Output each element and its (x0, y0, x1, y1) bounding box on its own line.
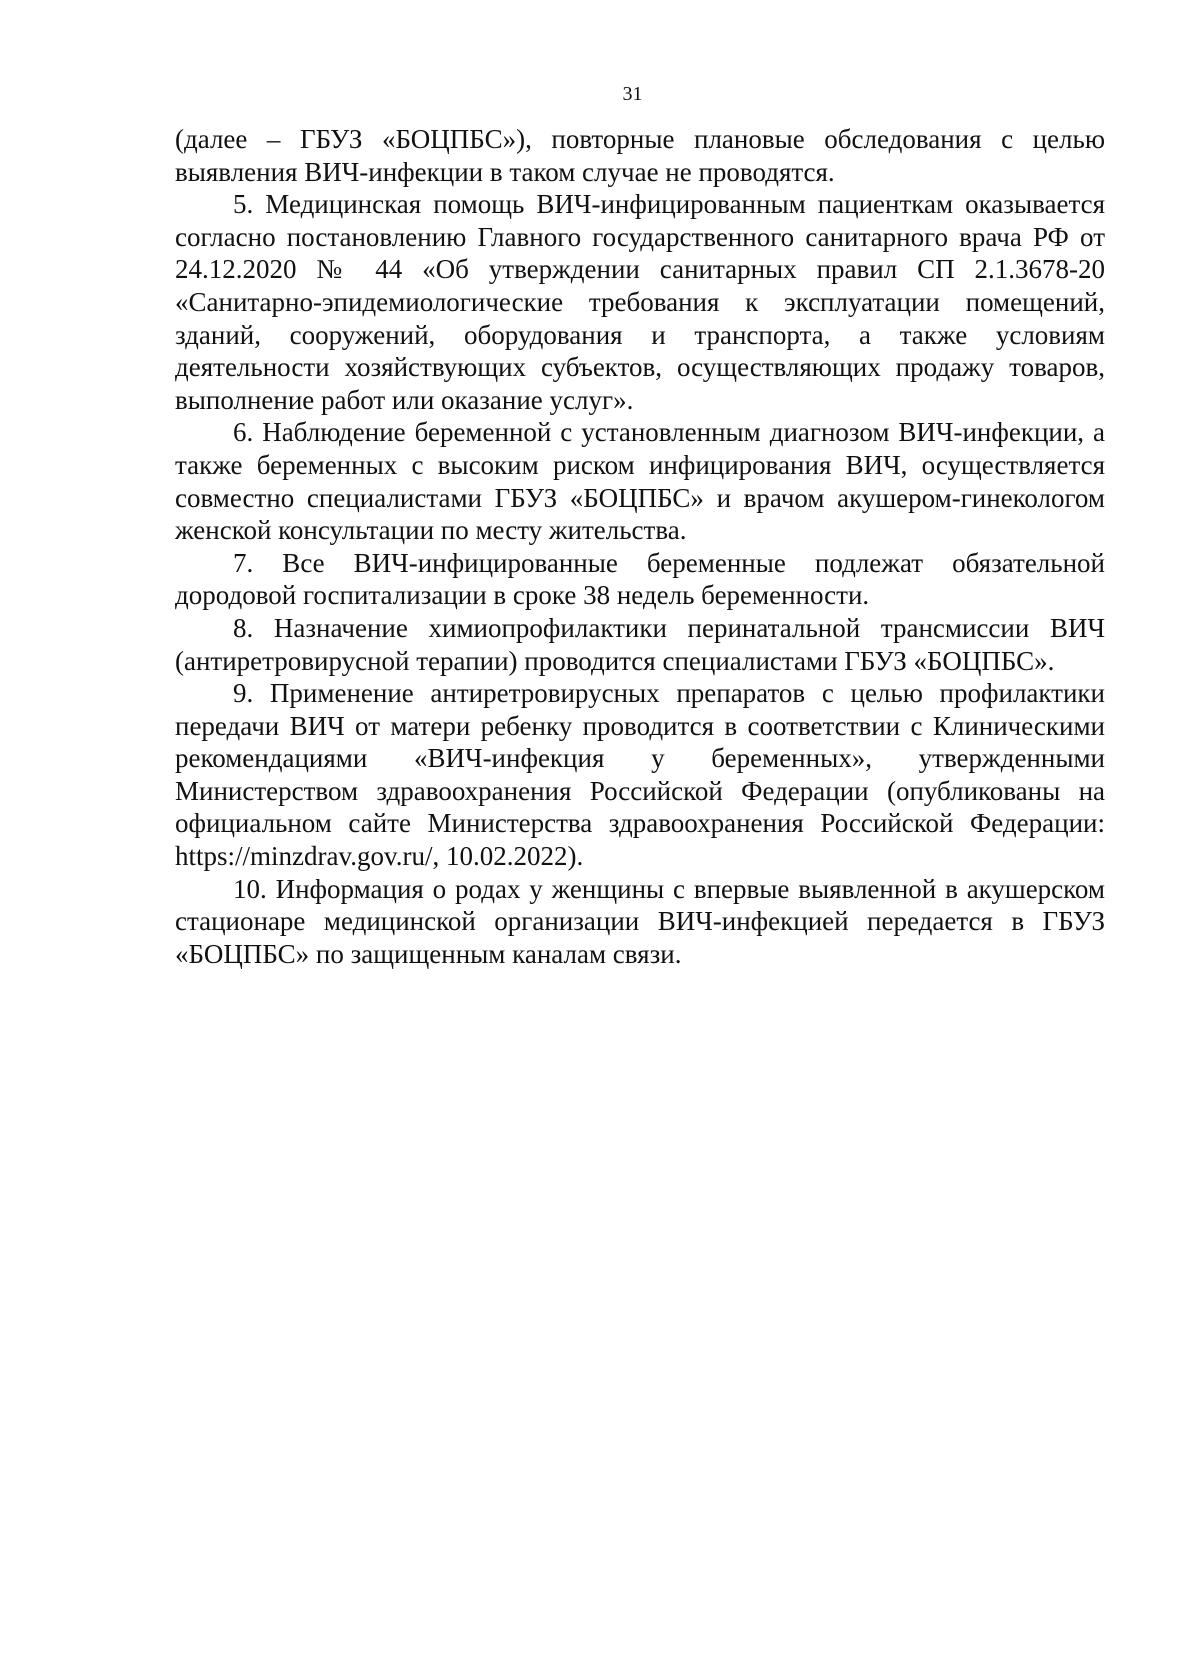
paragraph-item-8: 8. Назначение химиопрофилактики перинатальной трансмиссии ВИЧ (антиретровирусной терапии) проводится специалистами ГБУЗ «БОЦПБС». (175, 612, 1105, 676)
paragraph-item-9: 9. Применение антиретровирусных препаратов с целью профилактики передачи ВИЧ от матери ребенку проводится в соответствии с Клиническими рекомендациями «ВИЧ-инфекция у беременных», утвержденными Министерством здравоохранения Российской Федерации (опубликованы на официальном сайте Министерства здравоохранения Российской Федерации: https://minzdrav.gov.ru/, 10.02.2022). (175, 678, 1105, 872)
paragraph-continuation: (далее – ГБУЗ «БОЦПБС»), повторные плановые обследования с целью выявления ВИЧ-инфекции в таком случае не проводятся. (175, 124, 1105, 187)
paragraph-item-7: 7. Все ВИЧ-инфицированные беременные подлежат обязательной дородовой госпитализации в сроке 38 недель беременности. (175, 547, 1105, 611)
document-body (175, 123, 1105, 970)
paragraph-item-6: 6. Наблюдение беременной с установленным диагнозом ВИЧ-инфекции, а также беременных с высоким риском инфицирования ВИЧ, осуществляется совместно специалистами ГБУЗ «БОЦПБС» и врачом акушером-гинекологом женской консультации по месту жительства. (175, 417, 1105, 546)
page-number: 31 (622, 83, 643, 105)
paragraph-item-5: 5. Медицинская помощь ВИЧ-инфицированным пациенткам оказывается согласно постановлению Главного государственного санитарного врача РФ от 24.12.2020 № 44 «Об утверждении санитарных правил СП 2.1.3678-20 «Санитарно-эпидемиологические требования к эксплуатации помещений, зданий, сооружений, оборудования и транспорта, а также условиям деятельности хозяйствующих субъектов, осуществляющих продажу товаров, выполнение работ или оказание услуг». (175, 189, 1105, 415)
paragraph-item-10: 10. Информация о родах у женщины с впервые выявленной в акушерском стационаре медицинской организации ВИЧ-инфекцией передается в ГБУЗ «БОЦПБС» по защищенным каналам связи. (175, 873, 1105, 969)
